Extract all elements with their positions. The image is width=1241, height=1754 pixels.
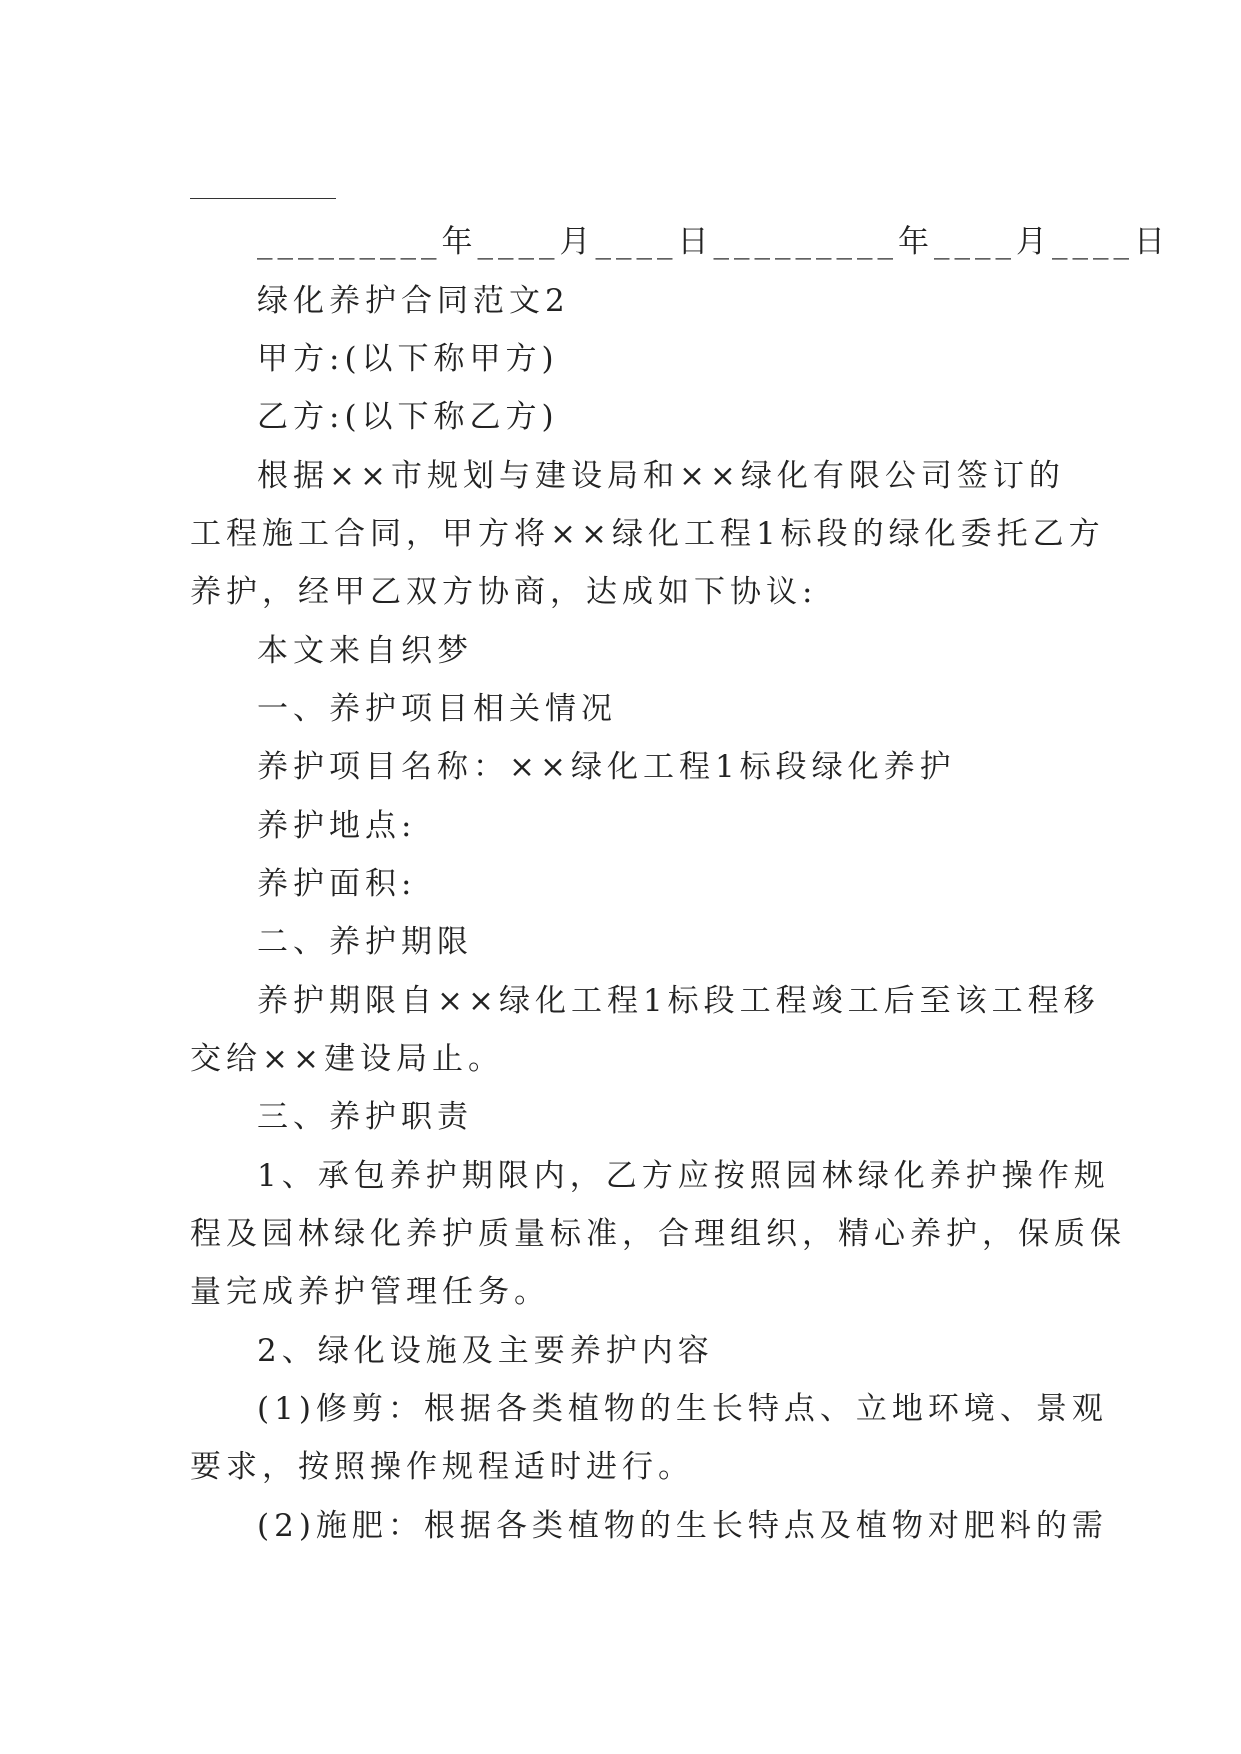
- party-b: 乙方:(以下称乙方): [257, 399, 559, 435]
- project-area: 养护面积:: [257, 866, 417, 902]
- intro-line-3: 养护，经甲乙双方协商，达成如下协议:: [190, 574, 818, 610]
- project-name: 养护项目名称：××绿化工程1标段绿化养护: [257, 749, 956, 785]
- pruning-line-1: (1)修剪：根据各类植物的生长特点、立地环境、景观: [257, 1391, 1108, 1427]
- section1-heading: 一、养护项目相关情况: [257, 691, 617, 727]
- duty1-line-1: 1、承包养护期限内，乙方应按照园林绿化养护操作规: [257, 1158, 1110, 1194]
- duty1-line-2: 程及园林绿化养护质量标准，合理组织，精心养护，保质保: [190, 1216, 1126, 1252]
- term-line-1: 养护期限自××绿化工程1标段工程竣工后至该工程移: [257, 983, 1100, 1019]
- fertilizing-line: (2)施肥：根据各类植物的生长特点及植物对肥料的需: [257, 1508, 1108, 1544]
- intro-line-2: 工程施工合同，甲方将××绿化工程1标段的绿化委托乙方: [190, 516, 1105, 552]
- source-note: 本文来自织梦: [257, 633, 473, 669]
- intro-line-1: 根据××市规划与建设局和××绿化有限公司签订的: [257, 458, 1065, 494]
- project-location: 养护地点:: [257, 808, 417, 844]
- section2-heading: 二、养护期限: [257, 924, 473, 960]
- date-line: _________年____月____日_________年____月____日: [257, 224, 1170, 260]
- signature-rule: [190, 198, 336, 199]
- document-title: 绿化养护合同范文2: [257, 283, 570, 319]
- term-line-2: 交给××建设局止。: [190, 1041, 504, 1077]
- duty1-line-3: 量完成养护管理任务。: [190, 1274, 550, 1310]
- pruning-line-2: 要求，按照操作规程适时进行。: [190, 1449, 694, 1485]
- section3-heading: 三、养护职责: [257, 1099, 473, 1135]
- party-a: 甲方:(以下称甲方): [257, 341, 559, 377]
- duty2-heading: 2、绿化设施及主要养护内容: [257, 1333, 714, 1369]
